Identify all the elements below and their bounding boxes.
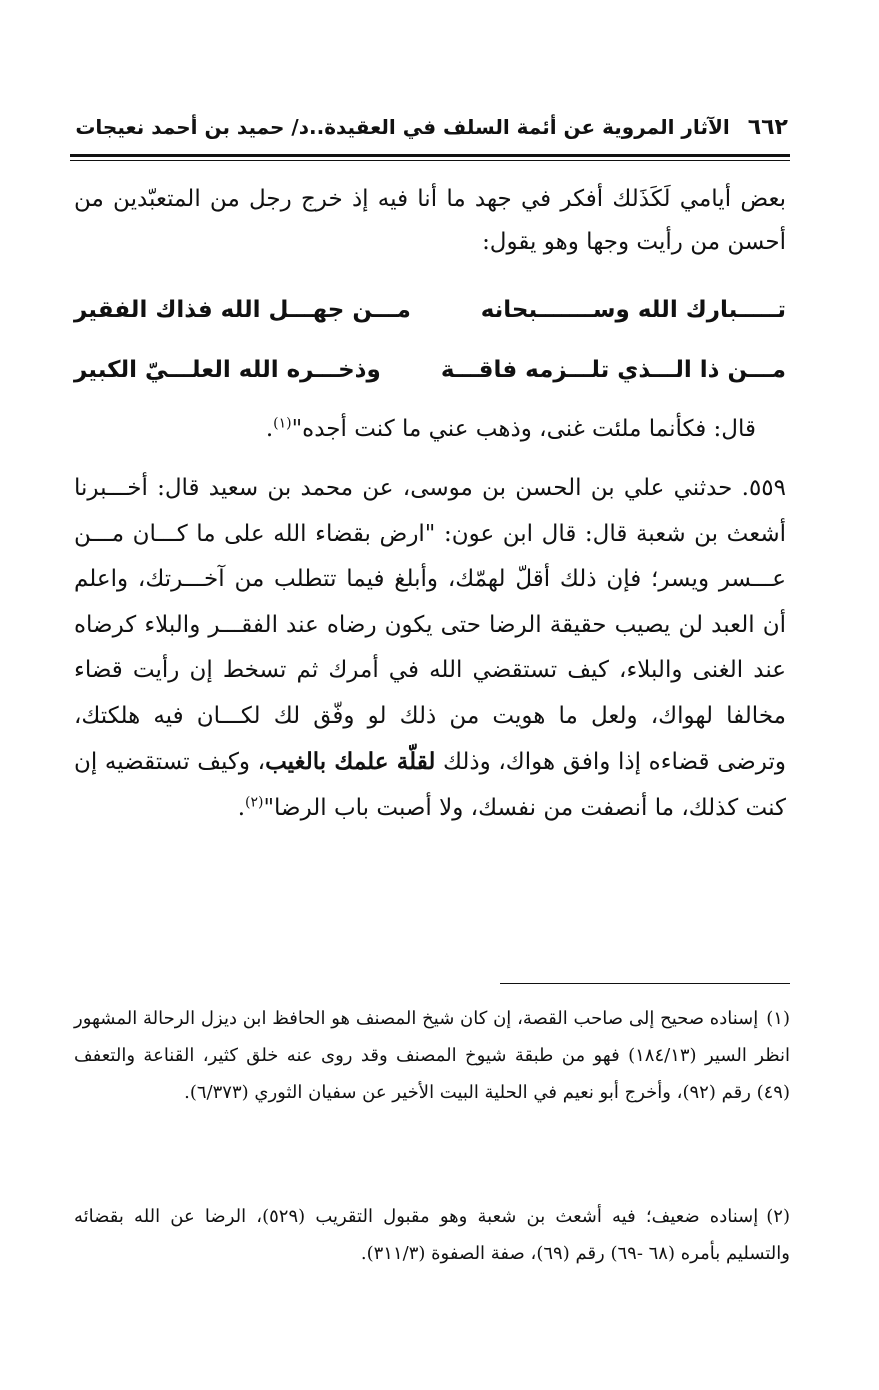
header-rule	[70, 154, 790, 157]
footnote-1-text: إسناده صحيح إلى صاحب القصة، إن كان شيخ المصنف هو الحافظ ابن ديزل الرحالة المشهور انظر السير (١٨٤/١٣) فهو من طبقة شيوخ المصنف وقد روى عنه خلق كثير، القناعة والتعفف (٤٩) رقم (٩٢)، وأخرج أبو نعيم في الحلية البيت الأخير عن سفيان الثوري (٦/٣٧٣).	[74, 1008, 790, 1103]
footnote-2-text: إسناده ضعيف؛ فيه أشعث بن شعبة وهو مقبول التقريب (٥٢٩)، الرضا عن الله بقضائه والتسليم بأمره (٦٨ -٦٩) رقم (٦٩)، صفة الصفوة (٣١١/٣).	[74, 1206, 790, 1264]
footnote-ref-1[interactable]: (١)	[273, 415, 292, 432]
narration-period: .	[237, 794, 245, 821]
verse-line-1	[74, 290, 786, 330]
verse-1-second-hemistich: مـــن جهـــل الله فذاك الفقير	[74, 297, 411, 323]
verse-2-second-hemistich: وذخـــره الله العلـــيّ الكبير	[74, 357, 381, 383]
narration-text-end: ، وكيف تستقضيه إن كنت كذلك، ما أنصفت من نفسك، ولا أصبت باب الرضا"	[74, 749, 786, 821]
footnote-1	[74, 1000, 790, 1111]
verse-line-2	[74, 350, 786, 390]
footnote-separator	[500, 983, 790, 984]
header-rule-thin	[70, 160, 790, 161]
footnote-ref-2[interactable]: (٢)	[245, 793, 264, 810]
running-title: الآثار المروية عن أئمة السلف في العقيدة..د/ حميد بن أحمد نعيجات	[75, 115, 730, 139]
footnote-1-number: (١)	[766, 1008, 790, 1029]
page-header	[75, 109, 788, 145]
footnote-2-number: (٢)	[766, 1206, 790, 1227]
quote-end-text: قال: فكأنما ملئت غنى، وذهب عني ما كنت أجده"	[291, 416, 756, 442]
quote-end-period: .	[265, 416, 274, 442]
paragraph-intro: بعض أيامي لَكَذَلك أفكر في جهد ما أنا فيه إذ خرج رجل من المتعبّدين من أحسن من رأيت وجها وهو يقول:	[74, 186, 786, 255]
paragraph-narration-559	[74, 466, 786, 831]
page-number: ٦٦٢	[747, 114, 788, 140]
narration-text: ٥٥٩. حدثني علي بن الحسن بن موسى، عن محمد بن سعيد قال: أخـــبرنا أشعث بن شعبة قال: قال ابن عون: "ارض بقضاء الله على ما كـــان مـــن عـــسر ويسر؛ فإن ذلك أقلّ لهمّك، وأبلغ فيما تتطلب من آخـــرتك، واعلم أن العبد لن يصيب حقيقة الرضا حتى يكون رضاه عند الفقـــر والبلاء كرضاه عند الغنى والبلاء، كيف تستقضي الله في أمرك ثم تسخط إن رأيت قضاء مخالفا لهواك، ولعل ما هويت من ذلك لو وفّق لك لكـــان فيه هلكتك، وترضى قضاءه إذا وافق هواك، وذلك	[74, 475, 786, 775]
narration-bold-phrase: لقلّة علمك بالغيب	[265, 748, 436, 775]
verse-1-first-hemistich: تـــــبارك الله وســـــــبحانه	[480, 297, 786, 323]
footnote-2	[74, 1198, 790, 1272]
verse-2-first-hemistich: مـــن ذا الـــذي تلـــزمه فاقـــة	[440, 357, 786, 383]
paragraph-quote-end	[74, 408, 786, 451]
